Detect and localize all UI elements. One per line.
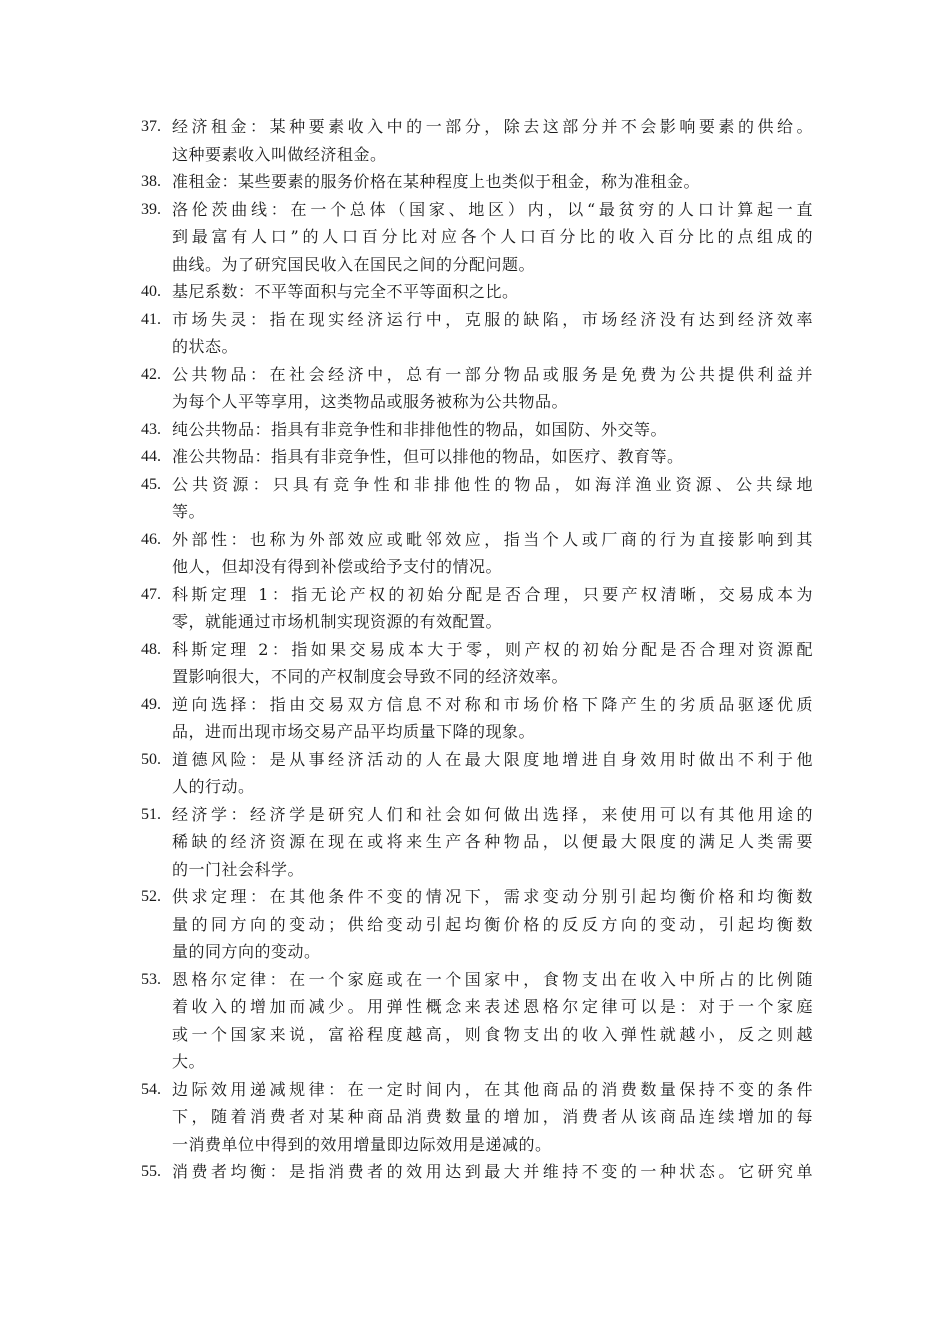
definition-entry: [141, 746, 813, 801]
definition-entry: [141, 526, 813, 581]
entry-text: [172, 168, 813, 196]
entry-line: 的状态。: [172, 337, 239, 356]
entry-number: 41.: [141, 310, 161, 328]
entry-number: 50.: [141, 750, 161, 768]
entry-line: 大。: [172, 1052, 206, 1071]
definition-entry: [141, 691, 813, 746]
entry-line: 量的同方向的变动。: [172, 942, 321, 961]
entry-text: [172, 361, 813, 416]
definition-entry: [141, 306, 813, 361]
entry-text: [172, 306, 813, 361]
entry-number: 37.: [141, 118, 161, 135]
entry-line: 等。: [172, 502, 206, 521]
entry-number: 51.: [141, 805, 161, 823]
entry-text: [172, 883, 813, 966]
entry-line: 洛伦茨曲线：在一个总体（国家、地区）内，以“最贫穷的人口计算起一直: [172, 199, 813, 219]
entry-number: 39.: [141, 200, 161, 218]
entry-text: [172, 113, 813, 168]
entry-line: 消费者均衡：是指消费者的效用达到最大并维持不变的一种状态。它研究单: [172, 1162, 813, 1181]
entry-line: 着收入的增加而减少。用弹性概念来表述恩格尔定律可以是：对于一个家庭: [172, 997, 813, 1016]
entry-line: 品，进而出现市场交易产品平均质量下降的现象。: [172, 722, 536, 741]
entry-line: 到最富有人口”的人口百分比对应各个人口百分比的收入百分比的点组成的: [172, 227, 813, 246]
entry-line: 准公共物品：指具有非竞争性，但可以排他的物品，如医疗、教育等。: [172, 447, 684, 466]
definition-entry: [141, 113, 813, 168]
document-page: [141, 113, 813, 1186]
entry-line: 纯公共物品：指具有非竞争性和非排他性的物品，如国防、外交等。: [172, 419, 668, 439]
entry-line: 逆向选择：指由交易双方信息不对称和市场价格下降产生的劣质品驱逐优质: [172, 694, 813, 714]
definition-entry: [141, 168, 813, 196]
entry-text: [172, 196, 813, 279]
entry-line: 下，随着消费者对某种商品消费数量的增加，消费者从该商品连续增加的每: [172, 1107, 813, 1126]
definition-entry: [141, 801, 813, 884]
entry-line: 经济租金：某种要素收入中的一部分，除去这部分并不会影响要素的供给。: [172, 117, 813, 136]
entry-line: 或一个国家来说，富裕程度越高，则食物支出的收入弹性就越小，反之则越: [172, 1024, 813, 1044]
entry-text: [172, 636, 813, 691]
entry-line: 科斯定理 2：指如果交易成本大于零，则产权的初始分配是否合理对资源配: [172, 639, 813, 659]
entry-line: 道德风险：是从事经济活动的人在最大限度地增进自身效用时做出不利于他: [172, 749, 813, 769]
entry-number: 55.: [141, 1163, 161, 1180]
entry-line: 市场失灵：指在现实经济运行中，克服的缺陷，市场经济没有达到经济效率: [172, 309, 813, 329]
entry-line: 这种要素收入叫做经济租金。: [172, 144, 387, 164]
entry-number: 45.: [141, 475, 161, 493]
entry-line: 公共资源：只具有竞争性和非排他性的物品，如海洋渔业资源、公共绿地: [172, 474, 813, 494]
entry-number: 43.: [141, 420, 161, 438]
entry-number: 52.: [141, 888, 161, 905]
entry-line: 公共物品：在社会经济中，总有一部分物品或服务是免费为公共提供利益并: [172, 364, 813, 384]
entry-line: 基尼系数：不平等面积与完全不平等面积之比。: [172, 282, 519, 301]
entry-text: [172, 526, 813, 581]
entry-number: 49.: [141, 695, 161, 713]
definition-entry: [141, 471, 813, 526]
entry-text: [172, 278, 813, 306]
entry-number: 54.: [141, 1080, 161, 1098]
entry-line: 人的行动。: [172, 777, 255, 796]
definition-entry: [141, 196, 813, 279]
entry-number: 48.: [141, 640, 161, 658]
entry-number: 40.: [141, 283, 161, 300]
definition-entry: [141, 581, 813, 636]
entry-number: 44.: [141, 448, 161, 465]
entry-number: 38.: [141, 173, 161, 190]
entry-line: 稀缺的经济资源在现在或将来生产各种物品，以便最大限度的满足人类需要: [172, 832, 813, 851]
definition-entry: [141, 416, 813, 444]
definition-entry: [141, 361, 813, 416]
entry-text: [172, 801, 813, 884]
entry-line: 量的同方向的变动；供给变动引起均衡价格的反反方向的变动，引起均衡数: [172, 914, 813, 934]
entry-text: [172, 581, 813, 636]
entry-line: 供求定理：在其他条件不变的情况下，需求变动分别引起均衡价格和均衡数: [172, 887, 813, 906]
entry-number: 53.: [141, 970, 161, 988]
definition-entry: [141, 966, 813, 1076]
definition-entry: [141, 1076, 813, 1159]
entry-text: [172, 746, 813, 801]
definition-entry: [141, 443, 813, 471]
entry-line: 边际效用递减规律：在一定时间内，在其他商品的消费数量保持不变的条件: [172, 1079, 813, 1099]
entry-line: 为每个人平等享用，这类物品或服务被称为公共物品。: [172, 392, 569, 411]
entry-text: [172, 966, 813, 1076]
entry-line: 科斯定理 1：指无论产权的初始分配是否合理，只要产权清晰，交易成本为: [172, 584, 813, 604]
entry-text: [172, 1076, 813, 1159]
entry-line: 的一门社会科学。: [172, 859, 305, 879]
entry-text: [172, 416, 813, 444]
entry-text: [172, 471, 813, 526]
entry-line: 一消费单位中得到的效用增量即边际效用是递减的。: [172, 1134, 552, 1154]
entry-line: 经济学：经济学是研究人们和社会如何做出选择，来使用可以有其他用途的: [172, 804, 813, 824]
entry-text: [172, 443, 813, 471]
entry-text: [172, 691, 813, 746]
entry-text: [172, 1158, 813, 1186]
entry-line: 曲线。为了研究国民收入在国民之间的分配问题。: [172, 254, 536, 274]
entry-number: 42.: [141, 365, 161, 383]
entry-line: 他人，但却没有得到补偿或给予支付的情况。: [172, 557, 503, 576]
definition-entry: [141, 278, 813, 306]
definition-entry: [141, 883, 813, 966]
entry-line: 恩格尔定律：在一个家庭或在一个国家中，食物支出在收入中所占的比例随: [172, 969, 813, 989]
entry-line: 外部性：也称为外部效应或毗邻效应，指当个人或厂商的行为直接影响到其: [172, 529, 813, 549]
entry-number: 47.: [141, 585, 161, 603]
definition-entry: [141, 636, 813, 691]
entry-line: 零，就能通过市场机制实现资源的有效配置。: [172, 612, 503, 631]
definition-entry: [141, 1158, 813, 1186]
entry-line: 准租金：某些要素的服务价格在某种程度上也类似于租金，称为准租金。: [172, 172, 701, 191]
entry-number: 46.: [141, 530, 161, 548]
entry-line: 置影响很大，不同的产权制度会导致不同的经济效率。: [172, 667, 569, 686]
